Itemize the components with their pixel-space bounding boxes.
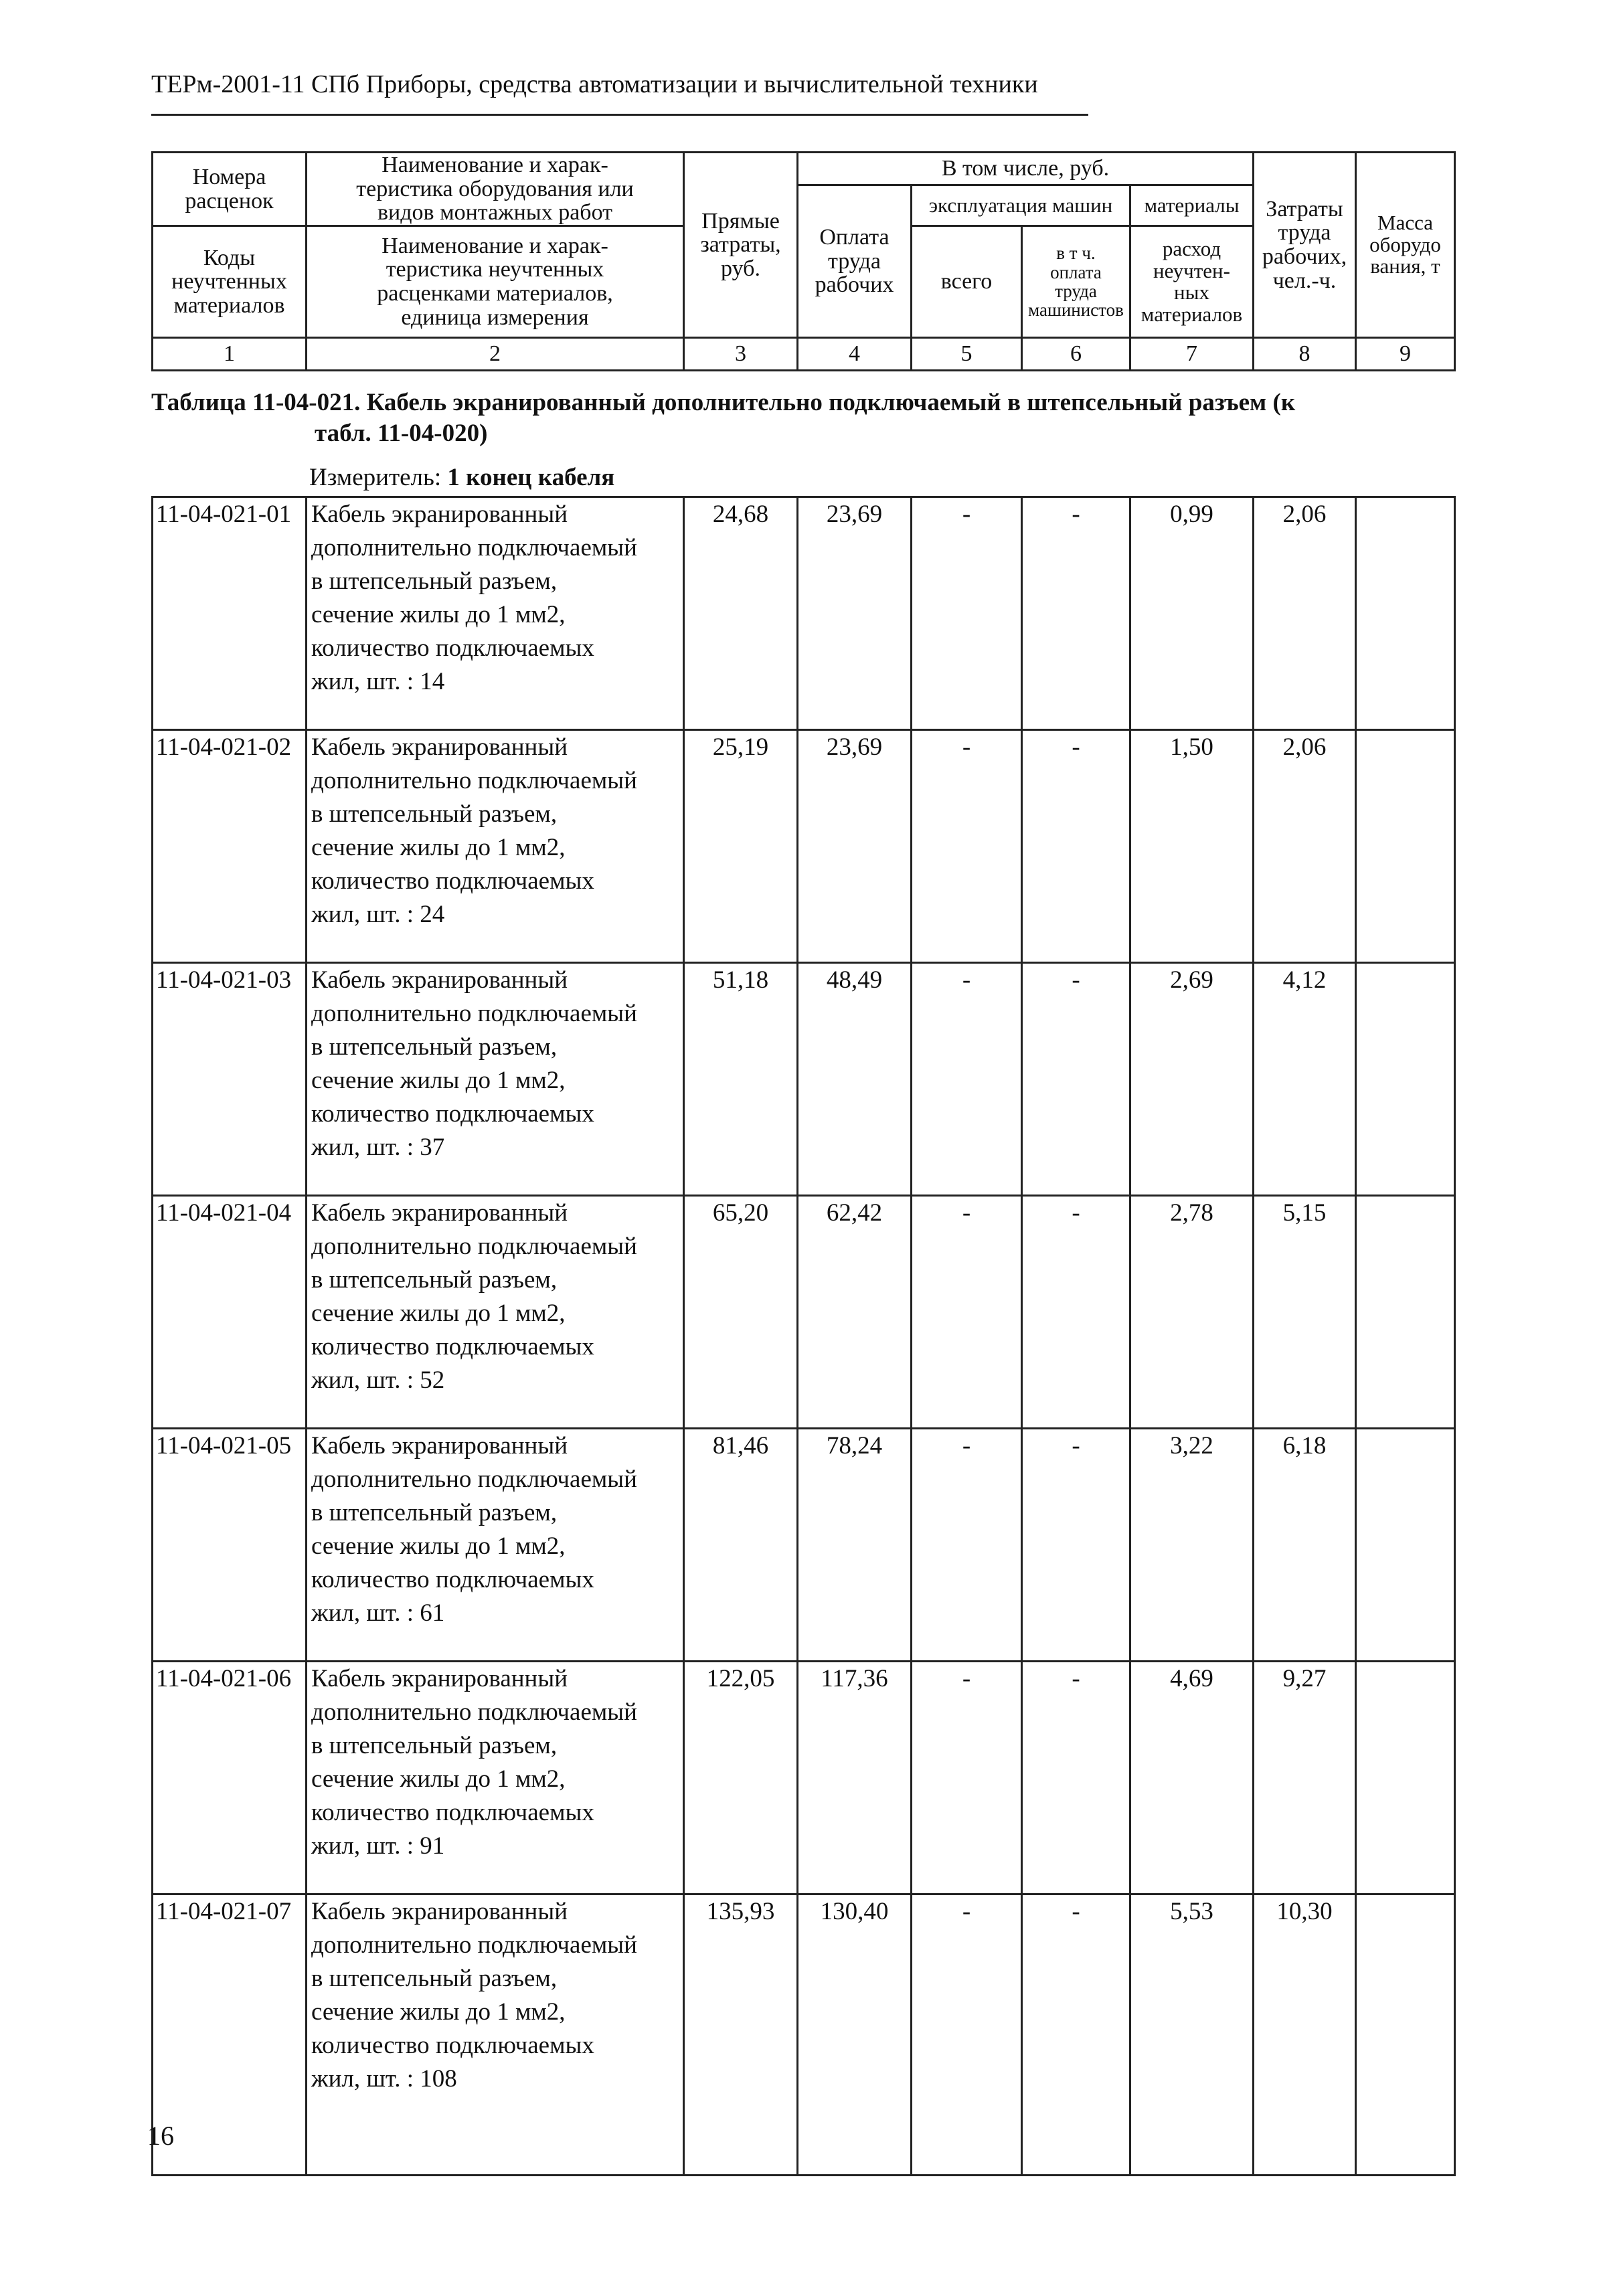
header-including-group: В том числе, руб. [798, 153, 1254, 185]
rate-name-line: сечение жилы до 1 мм2, [311, 1998, 566, 2026]
rate-name-line: дополнительно подключаемый [311, 1000, 637, 1027]
unit-value: 1 конец кабеля [447, 464, 615, 491]
rate-name-line: Кабель экранированный [311, 1199, 568, 1227]
rate-name-cell [307, 497, 684, 730]
table-caption-line: Таблица 11-04-021. Кабель экранированный дополнительно подключаемый в штепсельный разъем (к [151, 389, 1296, 416]
rate-name-cell [307, 1894, 684, 2176]
rate-name-line: Кабель экранированный [311, 501, 568, 528]
machines-total-cell: - [912, 963, 1022, 1196]
table-header [151, 151, 1456, 371]
column-number: 8 [1254, 338, 1356, 371]
rate-name-line: жил, шт. : 61 [311, 1599, 445, 1627]
direct-cost-cell: 51,18 [684, 963, 798, 1196]
header-direct-costs: Прямые затраты, руб. [684, 153, 798, 338]
column-number: 5 [912, 338, 1022, 371]
rate-name-line: дополнительно подключаемый [311, 1931, 637, 1959]
materials-cell: 0,99 [1130, 497, 1254, 730]
labor-wages-cell: 130,40 [798, 1894, 912, 2176]
labor-wages-cell: 23,69 [798, 730, 912, 963]
machinist-wages-cell: - [1022, 1894, 1130, 2176]
direct-cost-cell: 25,19 [684, 730, 798, 963]
rate-name-line: Кабель экранированный [311, 1898, 568, 1925]
rate-code-cell: 11-04-021-04 [153, 1196, 307, 1429]
direct-cost-cell: 81,46 [684, 1429, 798, 1662]
header-machines-total: всего [912, 226, 1022, 338]
rate-name-line: количество подключаемых [311, 634, 594, 662]
materials-cell: 1,50 [1130, 730, 1254, 963]
rate-name-line: Кабель экранированный [311, 966, 568, 994]
rates-table [151, 496, 1456, 2176]
rate-name-line: количество подключаемых [311, 1333, 594, 1360]
equipment-mass-cell [1356, 497, 1455, 730]
machinist-wages-cell: - [1022, 730, 1130, 963]
table-caption-line: табл. 11-04-020) [315, 420, 488, 447]
materials-cell: 5,53 [1130, 1894, 1254, 2176]
rate-name-line: Кабель экранированный [311, 1432, 568, 1460]
header-labor-hours: Затраты труда рабочих, чел.-ч. [1254, 153, 1356, 338]
table-row [153, 730, 1455, 963]
rate-name-line: дополнительно подключаемый [311, 767, 637, 794]
rate-name-cell [307, 1196, 684, 1429]
column-number: 3 [684, 338, 798, 371]
running-header [151, 70, 1088, 116]
machines-total-cell: - [912, 1196, 1022, 1429]
rate-name-line: в штепсельный разъем, [311, 567, 558, 595]
machines-total-cell: - [912, 730, 1022, 963]
measurement-unit [309, 463, 614, 492]
column-numbers-row [153, 338, 1455, 371]
machinist-wages-cell: - [1022, 497, 1130, 730]
rate-name-line: Кабель экранированный [311, 733, 568, 761]
table-row [153, 1894, 1455, 2176]
rate-code-cell: 11-04-021-03 [153, 963, 307, 1196]
rate-name-line: количество подключаемых [311, 2032, 594, 2059]
labor-hours-cell: 5,15 [1254, 1196, 1356, 1429]
header-unaccounted-codes: Коды неучтенных материалов [153, 226, 307, 338]
labor-wages-cell: 78,24 [798, 1429, 912, 1662]
rate-name-line: в штепсельный разъем, [311, 1266, 558, 1294]
materials-cell: 4,69 [1130, 1662, 1254, 1894]
header-machinist-wages: в т ч. оплата труда машинистов [1022, 226, 1130, 338]
rate-name-line: сечение жилы до 1 мм2, [311, 1300, 566, 1327]
direct-cost-cell: 135,93 [684, 1894, 798, 2176]
machinist-wages-cell: - [1022, 963, 1130, 1196]
rate-name-line: сечение жилы до 1 мм2, [311, 1765, 566, 1793]
table-row [153, 497, 1455, 730]
direct-cost-cell: 65,20 [684, 1196, 798, 1429]
rate-name-line: сечение жилы до 1 мм2, [311, 1532, 566, 1560]
labor-wages-cell: 23,69 [798, 497, 912, 730]
header-equipment-mass: Масса оборудо вания, т [1356, 153, 1455, 338]
rate-name-cell [307, 730, 684, 963]
labor-hours-cell: 2,06 [1254, 497, 1356, 730]
table-row [153, 1662, 1455, 1894]
unit-label: Измеритель: [309, 464, 448, 491]
labor-hours-cell: 6,18 [1254, 1429, 1356, 1662]
rate-name-line: количество подключаемых [311, 867, 594, 895]
rate-name-line: количество подключаемых [311, 1100, 594, 1128]
header-rate-numbers: Номера расценок [153, 153, 307, 226]
rate-name-line: жил, шт. : 37 [311, 1134, 445, 1161]
equipment-mass-cell [1356, 1894, 1455, 2176]
rate-name-line: сечение жилы до 1 мм2, [311, 1067, 566, 1094]
direct-cost-cell: 24,68 [684, 497, 798, 730]
table-row [153, 963, 1455, 1196]
rate-code-cell: 11-04-021-02 [153, 730, 307, 963]
page-number: 16 [147, 2121, 174, 2151]
equipment-mass-cell [1356, 730, 1455, 963]
column-number: 9 [1356, 338, 1455, 371]
rate-name-cell [307, 963, 684, 1196]
header-machine-operation: эксплуатация машин [912, 185, 1130, 226]
header-worker-wages: Оплата труда рабочих [798, 185, 912, 338]
machinist-wages-cell: - [1022, 1196, 1130, 1429]
machines-total-cell: - [912, 1662, 1022, 1894]
rate-name-line: жил, шт. : 52 [311, 1366, 445, 1394]
column-number: 2 [307, 338, 684, 371]
rate-name-line: жил, шт. : 24 [311, 901, 445, 928]
rate-code-cell: 11-04-021-07 [153, 1894, 307, 2176]
materials-cell: 3,22 [1130, 1429, 1254, 1662]
rate-name-line: количество подключаемых [311, 1566, 594, 1593]
direct-cost-cell: 122,05 [684, 1662, 798, 1894]
rate-name-line: дополнительно подключаемый [311, 534, 637, 561]
rate-name-line: в штепсельный разъем, [311, 1965, 558, 1992]
rate-name-line: дополнительно подключаемый [311, 1466, 637, 1493]
machines-total-cell: - [912, 497, 1022, 730]
rate-name-cell [307, 1662, 684, 1894]
rate-code-cell: 11-04-021-06 [153, 1662, 307, 1894]
header-materials: материалы [1130, 185, 1254, 226]
machinist-wages-cell: - [1022, 1429, 1130, 1662]
rate-name-line: количество подключаемых [311, 1799, 594, 1826]
header-material-consumption: расход неучтен- ных материалов [1130, 226, 1254, 338]
equipment-mass-cell [1356, 1429, 1455, 1662]
rate-name-line: в штепсельный разъем, [311, 1732, 558, 1759]
labor-wages-cell: 117,36 [798, 1662, 912, 1894]
rate-name-line: дополнительно подключаемый [311, 1698, 637, 1726]
materials-cell: 2,78 [1130, 1196, 1254, 1429]
labor-hours-cell: 10,30 [1254, 1894, 1356, 2176]
header-unaccounted-materials: Наименование и харак- теристика неучтенных расценками материалов, единица измерения [307, 226, 684, 338]
header-work-description: Наименование и харак- теристика оборудования или видов монтажных работ [307, 153, 684, 226]
rate-name-line: жил, шт. : 91 [311, 1832, 445, 1860]
equipment-mass-cell [1356, 963, 1455, 1196]
labor-hours-cell: 4,12 [1254, 963, 1356, 1196]
labor-hours-cell: 9,27 [1254, 1662, 1356, 1894]
rate-name-line: жил, шт. : 108 [311, 2065, 457, 2093]
column-number: 6 [1022, 338, 1130, 371]
table-row [153, 1429, 1455, 1662]
column-number: 1 [153, 338, 307, 371]
rate-name-line: жил, шт. : 14 [311, 668, 445, 695]
machines-total-cell: - [912, 1429, 1022, 1662]
labor-wages-cell: 62,42 [798, 1196, 912, 1429]
rate-name-line: в штепсельный разъем, [311, 800, 558, 828]
document-title: ТЕРм-2001-11 СПб Приборы, средства автоматизации и вычислительной техники [151, 70, 1038, 98]
labor-hours-cell: 2,06 [1254, 730, 1356, 963]
rate-name-line: в штепсельный разъем, [311, 1033, 558, 1061]
equipment-mass-cell [1356, 1662, 1455, 1894]
rate-code-cell: 11-04-021-01 [153, 497, 307, 730]
materials-cell: 2,69 [1130, 963, 1254, 1196]
rate-name-cell [307, 1429, 684, 1662]
equipment-mass-cell [1356, 1196, 1455, 1429]
machinist-wages-cell: - [1022, 1662, 1130, 1894]
rate-name-line: в штепсельный разъем, [311, 1499, 558, 1526]
rate-name-line: сечение жилы до 1 мм2, [311, 601, 566, 628]
rate-code-cell: 11-04-021-05 [153, 1429, 307, 1662]
column-number: 7 [1130, 338, 1254, 371]
rate-name-line: сечение жилы до 1 мм2, [311, 834, 566, 861]
labor-wages-cell: 48,49 [798, 963, 912, 1196]
column-number: 4 [798, 338, 912, 371]
machines-total-cell: - [912, 1894, 1022, 2176]
table-row [153, 1196, 1455, 1429]
rate-name-line: Кабель экранированный [311, 1665, 568, 1692]
rate-name-line: дополнительно подключаемый [311, 1233, 637, 1260]
